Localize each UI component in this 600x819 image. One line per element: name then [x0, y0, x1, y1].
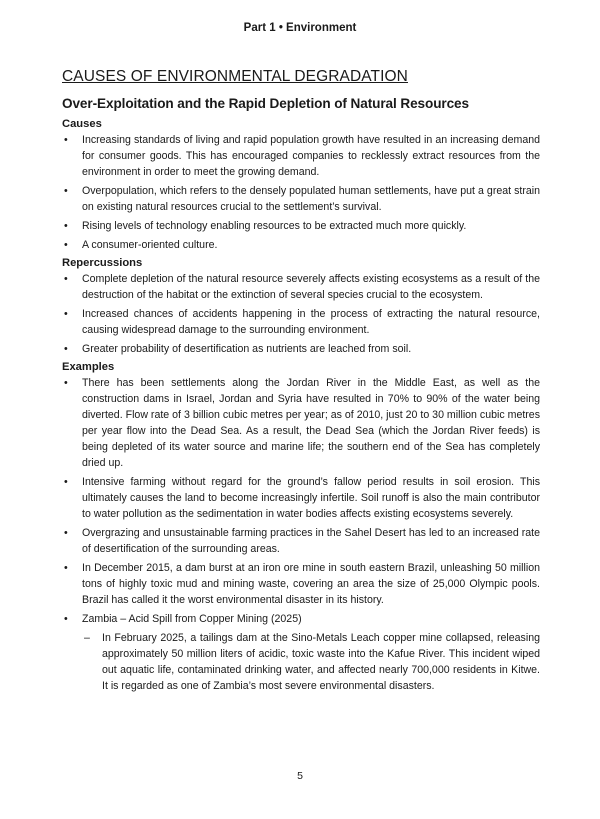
- page-content: [62, 68, 540, 698]
- list-item: [62, 474, 540, 522]
- bullet-icon: •: [64, 239, 68, 251]
- bullet-icon: •: [64, 220, 68, 232]
- zambia-sublist: [82, 630, 540, 694]
- bullet-icon: •: [64, 308, 68, 320]
- repercussions-list: [62, 271, 540, 357]
- sub-list-item: [82, 630, 540, 694]
- list-item-text: Overgrazing and unsustainable farming practices in the Sahel Desert has led to an increased rate of desertification of the surrounding areas.: [82, 527, 540, 555]
- list-item: [62, 218, 540, 234]
- sub-list-item-text: In February 2025, a tailings dam at the Sino-Metals Leach copper mine collapsed, releasing approximately 50 million liters of acidic, toxic waste into the Kafue River. This incident wiped out aquatic life, contaminated drinking water, and affected nearly 700,000 residents in Kitwe. It is regarded as one of Zambia’s most severe environmental disasters.: [102, 632, 540, 692]
- list-item-text: Intensive farming without regard for the ground’s fallow period results in soil erosion. This ultimately causes the land to become increasingly infertile. Soil runoff is also the main contributor to water pollution as the sedimentation in water bodies affects existing ecosystems severely.: [82, 476, 540, 520]
- bullet-icon: •: [64, 527, 68, 539]
- examples-list: [62, 375, 540, 694]
- chapter-title: CAUSES OF ENVIRONMENTAL DEGRADATION: [62, 68, 408, 85]
- list-item-text: Rising levels of technology enabling resources to be extracted much more quickly.: [82, 220, 467, 232]
- list-item-text: A consumer-oriented culture.: [82, 239, 218, 251]
- list-item: [62, 611, 540, 694]
- running-head: Part 1 • Environment: [243, 22, 357, 34]
- list-item-text: Increased chances of accidents happening in the process of extracting the natural resource, causing widespread damage to the surrounding environment.: [82, 308, 540, 336]
- bullet-icon: •: [64, 562, 68, 574]
- list-item-text: Zambia – Acid Spill from Copper Mining (2025): [82, 613, 302, 625]
- list-item-text: Overpopulation, which refers to the densely populated human settlements, have put a great strain on existing natural resources crucial to the settlement’s survival.: [82, 185, 540, 213]
- repercussions-heading: Repercussions: [62, 257, 143, 269]
- bullet-icon: •: [64, 343, 68, 355]
- list-item: [62, 183, 540, 215]
- examples-heading: Examples: [62, 361, 115, 373]
- list-item: [62, 132, 540, 180]
- bullet-icon: •: [64, 377, 68, 389]
- causes-heading: Causes: [62, 118, 102, 130]
- list-item: [62, 560, 540, 608]
- section-title: Over-Exploitation and the Rapid Depletion of Natural Resources: [62, 96, 469, 111]
- list-item: [62, 525, 540, 557]
- list-item-text: Complete depletion of the natural resource severely affects existing ecosystems as a result of the destruction of the habitat or the extinction of several species crucial to the ecosystem.: [82, 273, 540, 301]
- list-item: [62, 306, 540, 338]
- list-item-text: There has been settlements along the Jordan River in the Middle East, as well as the construction dams in Israel, Jordan and Syria have resulted in 70% to 90% of the water being diverted. Flow rate of 3 billion cubic metres per year; as of 2010, just 20 to 30 million cubic metres per year flow into the Dead Sea. As a result, the Dead Sea (which the Jordan River feeds) is being depleted of its water source and marine life; the southern end of the Sea has completely dried up.: [82, 377, 540, 469]
- bullet-icon: •: [64, 476, 68, 488]
- page-number: 5: [297, 770, 303, 782]
- list-item-text: Increasing standards of living and rapid population growth have resulted in an increasing demand for consumer goods. This has encouraged companies to recklessly extract resources from the environment in order to meet the growing demand.: [82, 134, 540, 178]
- dash-icon: –: [84, 632, 90, 644]
- bullet-icon: •: [64, 613, 68, 625]
- list-item: [62, 271, 540, 303]
- list-item: [62, 341, 540, 357]
- bullet-icon: •: [64, 273, 68, 285]
- bullet-icon: •: [64, 134, 68, 146]
- causes-list: [62, 132, 540, 253]
- list-item: [62, 237, 540, 253]
- list-item-text: In December 2015, a dam burst at an iron ore mine in south eastern Brazil, unleashing 50 million tons of highly toxic mud and mining waste, covering an area the size of 25,000 Olympic pools. Brazil has called it the worst environmental disaster in its history.: [82, 562, 540, 606]
- list-item: [62, 375, 540, 471]
- bullet-icon: •: [64, 185, 68, 197]
- list-item-text: Greater probability of desertification as nutrients are leached from soil.: [82, 343, 412, 355]
